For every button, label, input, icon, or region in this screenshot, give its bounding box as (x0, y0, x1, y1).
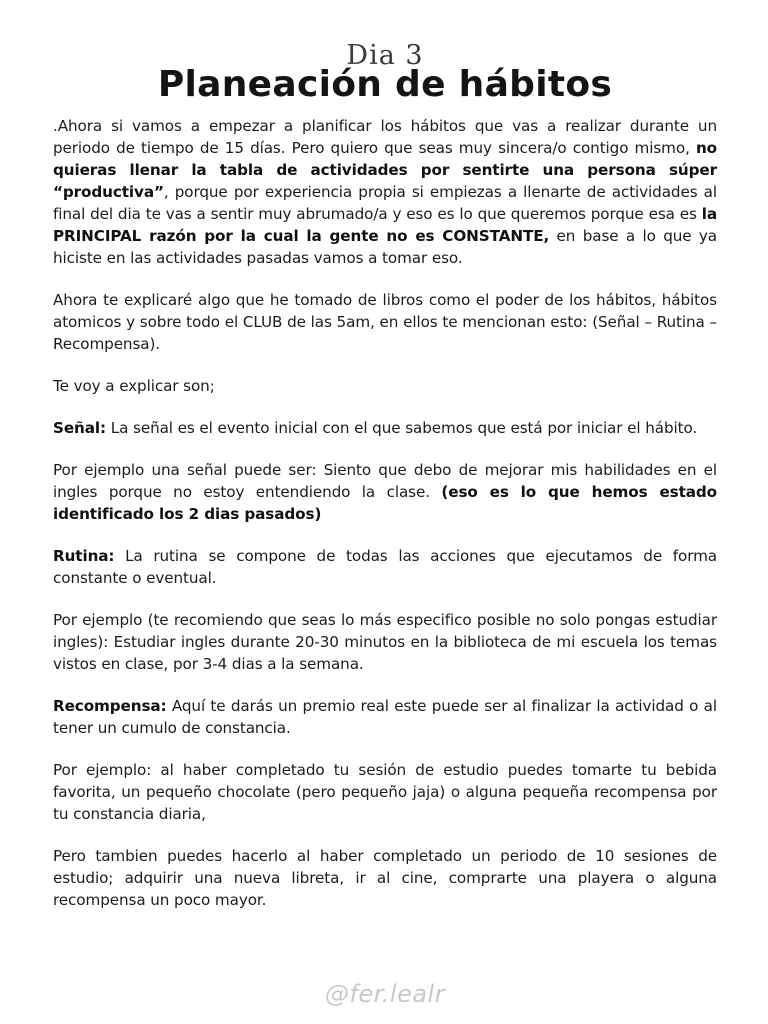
recompensa-label: Recompensa: (53, 697, 167, 715)
intro-text-a: .Ahora si vamos a empezar a planificar los hábitos que vas a realizar durante un periodo de tiempo de 15 días. Pero quiero que seas muy sincera/o contigo mismo, (53, 117, 717, 157)
intro-bold-reason: la PRINCIPAL razón por la cual la gente no es CONSTANTE, (53, 205, 717, 245)
senal-label: Señal: (53, 419, 106, 437)
recompensa-example-paragraph: Por ejemplo: al haber completado tu sesión de estudio puedes tomarte tu bebida favorita, un pequeño chocolate (pero pequeño jaja) o alguna pequeña recompensa por tu constancia diaria, (53, 761, 717, 823)
rutina-paragraph (53, 545, 717, 589)
rutina-example-paragraph: Por ejemplo (te recomiendo que seas lo más especifico posible no solo pongas estudiar ingles): Estudiar ingles durante 20-30 minutos en la biblioteca de mi escuela los temas vistos en clase, por 3-4 dias a la semana. (53, 611, 717, 673)
author-handle: @fer.lealr (324, 980, 446, 1008)
recompensa-text: Aquí te darás un premio real este puede ser al finalizar la actividad o al tener un cumulo de constancia. (53, 697, 717, 737)
final-paragraph: Pero tambien puedes hacerlo al haber completado un periodo de 10 sesiones de estudio; adquirir una nueva libreta, ir al cine, comprarte una playera o alguna recompensa un poco mayor. (53, 847, 717, 909)
page-title: Planeación de hábitos (157, 64, 613, 105)
senal-paragraph (53, 417, 717, 439)
day-label: Dia 3 (346, 40, 424, 71)
senal-text: La señal es el evento inicial con el que sabemos que está por iniciar el hábito. (105, 419, 698, 437)
explain-paragraph: Te voy a explicar son; (53, 377, 215, 395)
recompensa-paragraph (53, 695, 717, 739)
intro-text-c: , porque por experiencia propia si empiezas a llenarte de actividades al final del dia te vas a sentir muy abrumado/a y eso es lo que queremos porque esa es (53, 183, 717, 223)
intro-paragraph (53, 115, 717, 269)
rutina-text: La rutina se compone de todas las acciones que ejecutamos de forma constante o eventual. (53, 547, 717, 587)
document-body (53, 115, 717, 931)
senal-example-bold: (eso es lo que hemos estado identificado los 2 dias pasados) (53, 483, 718, 523)
senal-example-paragraph (53, 459, 717, 525)
senal-example-text: Por ejemplo una señal puede ser: Siento que debo de mejorar mis habilidades en el ingles porque no estoy entendiendo la clase. (53, 461, 717, 501)
intro-bold-warning: no quieras llenar la tabla de actividades por sentirte una persona súper “productiva” (53, 139, 717, 201)
rutina-label: Rutina: (53, 547, 115, 565)
intro-text-e: en base a lo que ya hiciste en las actividades pasadas vamos a tomar eso. (53, 227, 717, 267)
books-paragraph: Ahora te explicaré algo que he tomado de libros como el poder de los hábitos, hábitos atomicos y sobre todo el CLUB de las 5am, en ellos te mencionan esto: (Señal – Rutina – Recompensa). (53, 291, 717, 353)
